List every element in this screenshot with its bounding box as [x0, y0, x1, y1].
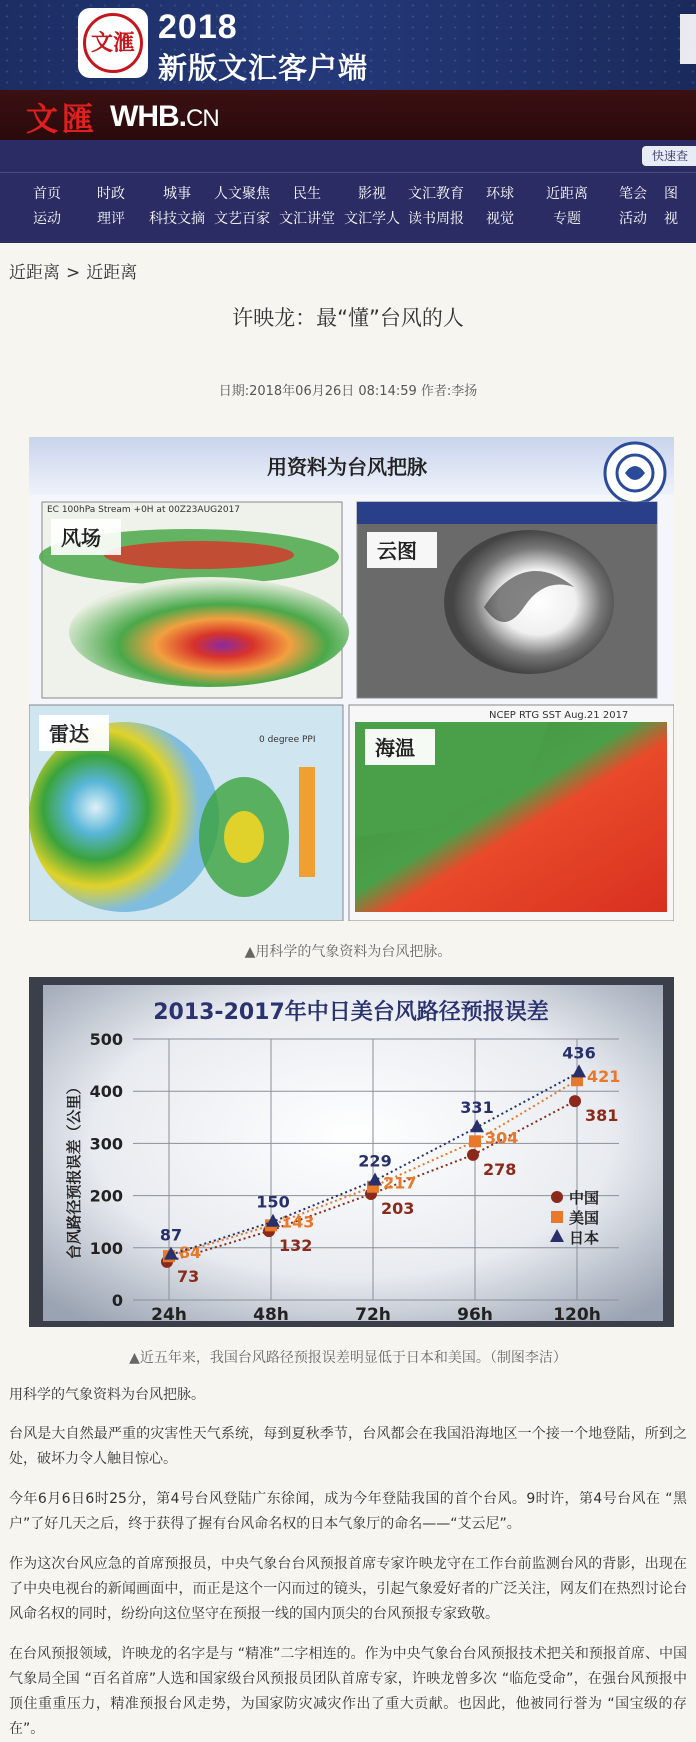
- banner-edge-graphic: [680, 14, 696, 64]
- data-label: 87: [159, 1225, 183, 1245]
- article-paragraph: 台风是大自然最严重的灾害性天气系统，每到夏秋季节，台风都会在我国沿海地区一个接一个地登陆，所到之处，破坏力令人触目惊心。: [9, 1426, 687, 1467]
- article-title: 许映龙：最“懂”台风的人: [232, 306, 464, 330]
- nav-item[interactable]: 视觉: [486, 211, 514, 227]
- y-tick-label: 400: [89, 1082, 123, 1102]
- data-label: 436: [562, 1043, 596, 1063]
- x-tick-label: 48h: [253, 1305, 289, 1325]
- y-axis-label: 台风路径预报误差（公里）: [65, 1079, 83, 1260]
- nav-item[interactable]: 民生: [293, 186, 321, 202]
- y-tick-label: 300: [89, 1134, 123, 1154]
- article-paragraph: 作为这次台风应急的首席预报员，中央气象台台风预报首席专家许映龙守在工作台前监测台风的背影，出现在了中央电视台的新闻画面中，而正是这个一闪而过的镜头，引起气象爱好者的广泛关注，网友们在热烈讨论台风命名权的同时，纷纷向这位坚守在预报一线的国内顶尖的台风预报专家致敬。: [9, 1556, 687, 1622]
- data-point-marker: [469, 1135, 481, 1147]
- site-logo-en-suffix: CN: [185, 105, 219, 132]
- data-label: 381: [585, 1106, 619, 1126]
- data-point-marker: [569, 1095, 581, 1107]
- sea-temperature-panel: [349, 705, 674, 921]
- nav-item[interactable]: 视: [664, 211, 678, 227]
- sst-panel-caption: NCEP RTG SST Aug.21 2017: [489, 710, 629, 721]
- main-navigation: [0, 172, 696, 243]
- nav-item[interactable]: 读书周报: [408, 211, 464, 227]
- chart-title: 2013-2017年中日美台风路径预报误差: [153, 1000, 549, 1025]
- search-strip: [0, 140, 696, 172]
- nav-item[interactable]: 文艺百家: [214, 211, 270, 227]
- nav-item[interactable]: 文汇讲堂: [279, 211, 335, 227]
- nav-item[interactable]: 城事: [163, 186, 191, 202]
- legend-label: 美国: [569, 1209, 600, 1227]
- logo-seal: 文滙: [83, 13, 143, 73]
- figure-meteorological-data: [29, 437, 674, 921]
- wind-panel-caption: EC 100hPa Stream +0H at 00Z23AUG2017: [47, 505, 241, 515]
- x-tick-label: 96h: [457, 1305, 493, 1325]
- x-tick-label: 72h: [355, 1305, 391, 1325]
- nav-item[interactable]: 科技文摘: [149, 211, 205, 227]
- y-tick-label: 200: [89, 1186, 123, 1206]
- app-download-banner[interactable]: [0, 0, 696, 90]
- data-label: 150: [256, 1192, 290, 1212]
- nav-item[interactable]: 文汇学人: [344, 211, 400, 227]
- site-logo-cn[interactable]: 文匯: [26, 100, 99, 138]
- sst-panel-label: 海温: [375, 736, 415, 760]
- breadcrumb-link[interactable]: 近距离: [86, 263, 138, 283]
- radar-panel-caption: 0 degree PPI: [259, 735, 316, 745]
- figure1-header: 用资料为台风把脉: [267, 455, 427, 479]
- nav-item[interactable]: 人文聚焦: [214, 186, 270, 202]
- data-label: 331: [460, 1098, 494, 1118]
- breadcrumb-separator: >: [66, 263, 81, 283]
- article-paragraph: 在台风预报领域，许映龙的名字是与 “精准”二字相连的。作为中央气象台台风预报技术把关和预报首席、中国气象局全国 “百名首席”人选和国家级台风预报员团队首席专家，许映龙曾多次 “临危受命”，在强台风预报中顶住重重压力，精准预报台风走势，为国家防灾减灾作出了重大贡献。也因此，他被同行誉为 “国宝级的存在”。: [9, 1646, 687, 1737]
- wind-panel-label: 风场: [61, 526, 101, 550]
- data-label: 229: [358, 1151, 392, 1171]
- data-point-marker: [467, 1149, 479, 1161]
- x-tick-label: 120h: [553, 1305, 601, 1325]
- brand-bar: [0, 90, 696, 140]
- nav-item[interactable]: 环球: [486, 186, 514, 202]
- meteorology-collage-image: [29, 437, 674, 921]
- article-paragraph: 今年6月6日6时25分，第4号台风登陆广东徐闻，成为今年登陆我国的首个台风。9时许，第4号台风在 “黑户”了好几天之后，终于获得了握有台风命名权的日本气象厅的命名——“艾云尼”。: [9, 1491, 687, 1532]
- x-tick-label: 24h: [151, 1305, 187, 1325]
- nav-item[interactable]: 文汇教育: [408, 186, 464, 202]
- site-logo-en[interactable]: [110, 100, 219, 134]
- nav-item[interactable]: 首页: [33, 186, 61, 202]
- cloud-panel-label: 云图: [377, 539, 417, 563]
- banner-year: 2018: [158, 8, 238, 46]
- data-label: 278: [483, 1159, 517, 1179]
- cloud-image-panel: [357, 502, 657, 698]
- legend-label: 中国: [569, 1189, 600, 1207]
- data-label: 73: [177, 1266, 200, 1286]
- article-paragraph: 用科学的气象资料为台风把脉。: [9, 1387, 205, 1403]
- nav-item[interactable]: 近距离: [546, 186, 588, 202]
- data-label: 421: [587, 1067, 621, 1087]
- quick-search-button[interactable]: 快速查: [642, 146, 696, 166]
- nav-item[interactable]: 运动: [33, 211, 61, 227]
- data-label: 132: [279, 1236, 313, 1256]
- data-label: 304: [485, 1128, 519, 1148]
- nav-item[interactable]: 时政: [97, 186, 125, 202]
- data-label: 217: [383, 1173, 417, 1193]
- nav-item[interactable]: 专题: [553, 211, 581, 227]
- legend-label: 日本: [569, 1229, 600, 1247]
- y-tick-label: 0: [111, 1291, 123, 1310]
- forecast-error-chart: [29, 977, 674, 1327]
- y-tick-label: 100: [89, 1238, 123, 1258]
- data-label: 84: [179, 1243, 202, 1263]
- y-tick-label: 500: [89, 1030, 123, 1049]
- radar-panel: [29, 705, 343, 921]
- legend-marker: [551, 1191, 563, 1203]
- figure1-caption: ▲用科学的气象资料为台风把脉。: [244, 944, 452, 960]
- banner-subtitle: 新版文汇客户端: [158, 51, 369, 85]
- nav-item[interactable]: 影视: [358, 186, 386, 202]
- data-label: 203: [381, 1199, 415, 1219]
- breadcrumb: [9, 258, 143, 283]
- figure-forecast-error-chart: [29, 977, 674, 1327]
- data-label: 143: [281, 1212, 315, 1232]
- wenhui-logo-icon: [78, 8, 148, 78]
- radar-panel-label: 雷达: [49, 722, 89, 746]
- cma-logo-icon: [605, 443, 665, 503]
- nav-item[interactable]: 笔会: [619, 186, 647, 202]
- wind-field-panel: [39, 502, 349, 698]
- figure2-caption: ▲近五年来，我国台风路径预报误差明显低于日本和美国。（制图李洁）: [129, 1350, 567, 1366]
- breadcrumb-link[interactable]: 近距离: [9, 263, 60, 283]
- site-logo-en-main: WHB.: [110, 100, 186, 133]
- nav-item[interactable]: 活动: [619, 211, 647, 227]
- article-meta: 日期:2018年06月26日 08:14:59 作者:李扬: [218, 384, 478, 399]
- nav-item[interactable]: 理评: [97, 211, 125, 227]
- nav-item[interactable]: 图: [664, 186, 678, 202]
- legend-marker: [551, 1211, 563, 1223]
